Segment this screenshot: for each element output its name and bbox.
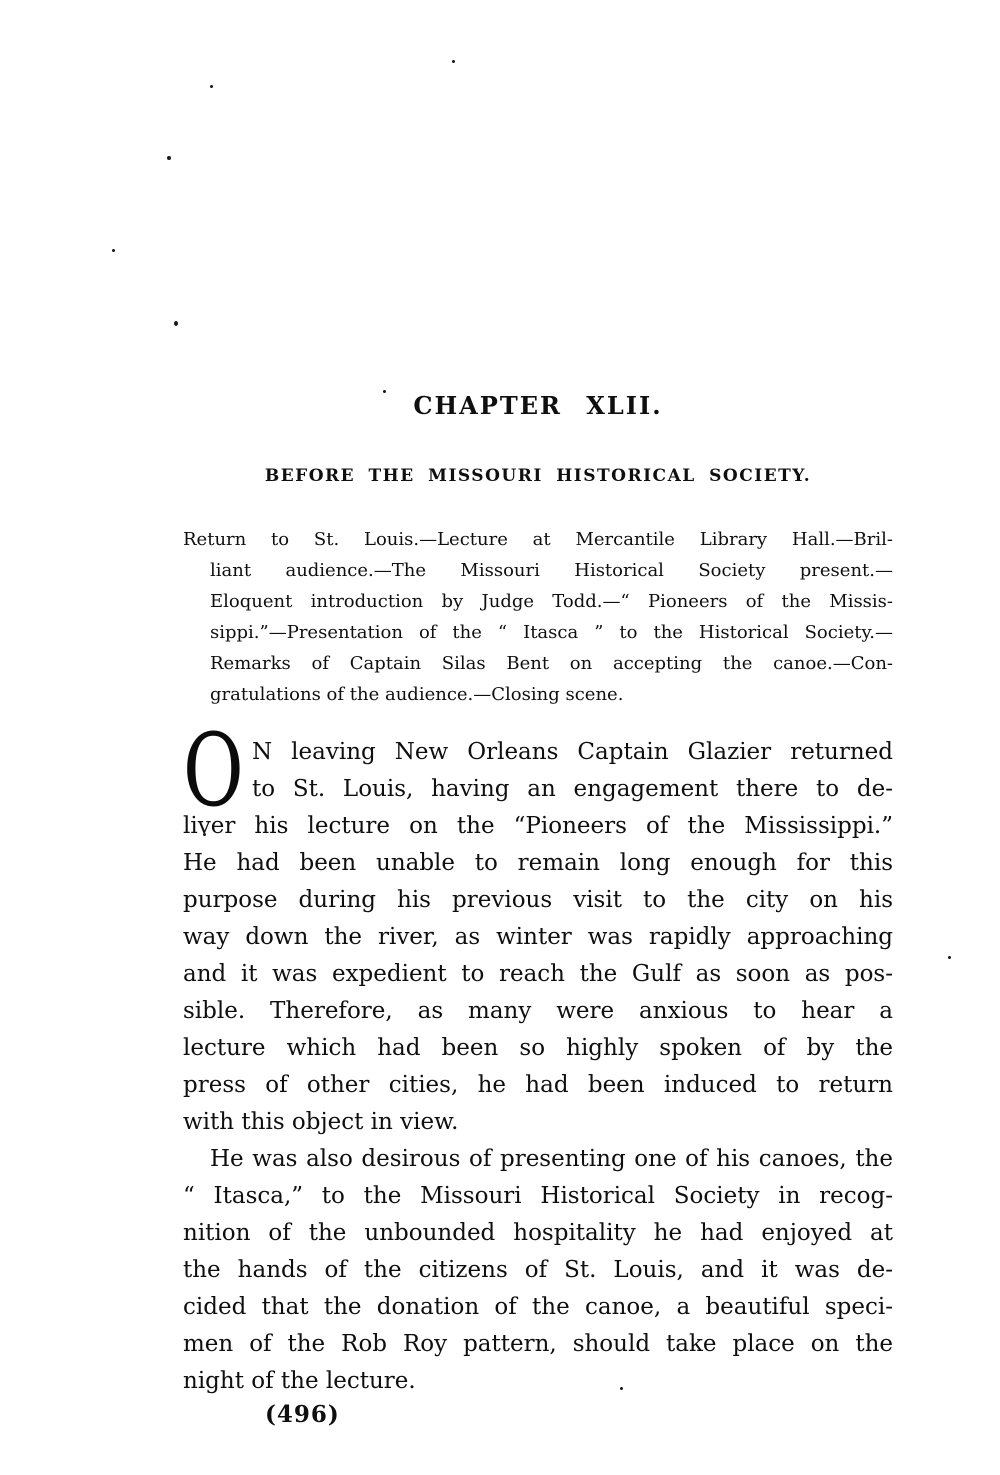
body-line: to St. Louis, having an engagement there to de- <box>252 776 893 802</box>
body-line: He was also desirous of presenting one of his canoes, the <box>210 1146 893 1172</box>
scan-speck <box>210 85 213 88</box>
chapter-synopsis <box>183 524 893 710</box>
synopsis-line: Return to St. Louis.—Lecture at Mercantile Library Hall.—Bril- <box>183 529 893 550</box>
page-number: (496) <box>265 1401 340 1428</box>
body-line: He had been unable to remain long enough for this <box>183 850 893 876</box>
body-line: cided that the donation of the canoe, a beautiful speci- <box>183 1294 893 1320</box>
body-line: way down the river, as winter was rapidly approaching <box>183 924 893 950</box>
chapter-heading: CHAPTER XLII. <box>413 391 663 420</box>
body-line: press of other cities, he had been induced to return <box>183 1072 893 1098</box>
synopsis-line: liant audience.—The Missouri Historical Society present.— <box>210 560 893 581</box>
body-line: with this object in view. <box>183 1109 459 1135</box>
synopsis-line: Remarks of Captain Silas Bent on accepting the canoe.—Con- <box>210 653 893 674</box>
body-line: men of the Rob Roy pattern, should take place on the <box>183 1331 893 1357</box>
body-line: nition of the unbounded hospitality he had enjoyed at <box>183 1220 893 1246</box>
body-line: sible. Therefore, as many were anxious to hear a <box>183 998 893 1024</box>
synopsis-line: gratulations of the audience.—Closing scene. <box>210 684 624 705</box>
body-line: “ Itasca,” to the Missouri Historical Society in recog- <box>183 1183 893 1209</box>
body-line: N leaving New Orleans Captain Glazier returned <box>252 739 893 765</box>
body-line: lecture which had been so highly spoken of by the <box>183 1035 893 1061</box>
body-line: night of the lecture. <box>183 1368 416 1394</box>
scan-speck <box>452 60 455 63</box>
body-text <box>183 712 893 1400</box>
page-content <box>183 392 893 1430</box>
scan-speck <box>167 156 171 160</box>
drop-cap-letter: O <box>183 712 244 829</box>
body-line: liver his lecture on the “Pioneers of the Mississippi.” <box>183 813 893 839</box>
body-line: purpose during his previous visit to the city on his <box>183 887 893 913</box>
scan-speck <box>174 321 178 326</box>
paragraph-2 <box>183 1141 893 1400</box>
synopsis-line: sippi.”—Presentation of the “ Itasca ” to the Historical Society.— <box>210 622 893 643</box>
scan-speck <box>112 249 115 252</box>
body-line: and it was expedient to reach the Gulf as soon as pos- <box>183 961 893 987</box>
paragraph-1 <box>183 712 893 1141</box>
scan-speck <box>948 956 951 959</box>
body-line: the hands of the citizens of St. Louis, and it was de- <box>183 1257 893 1283</box>
synopsis-line: Eloquent introduction by Judge Todd.—“ Pioneers of the Missis- <box>210 591 893 612</box>
chapter-subtitle: BEFORE THE MISSOURI HISTORICAL SOCIETY. <box>264 466 812 486</box>
